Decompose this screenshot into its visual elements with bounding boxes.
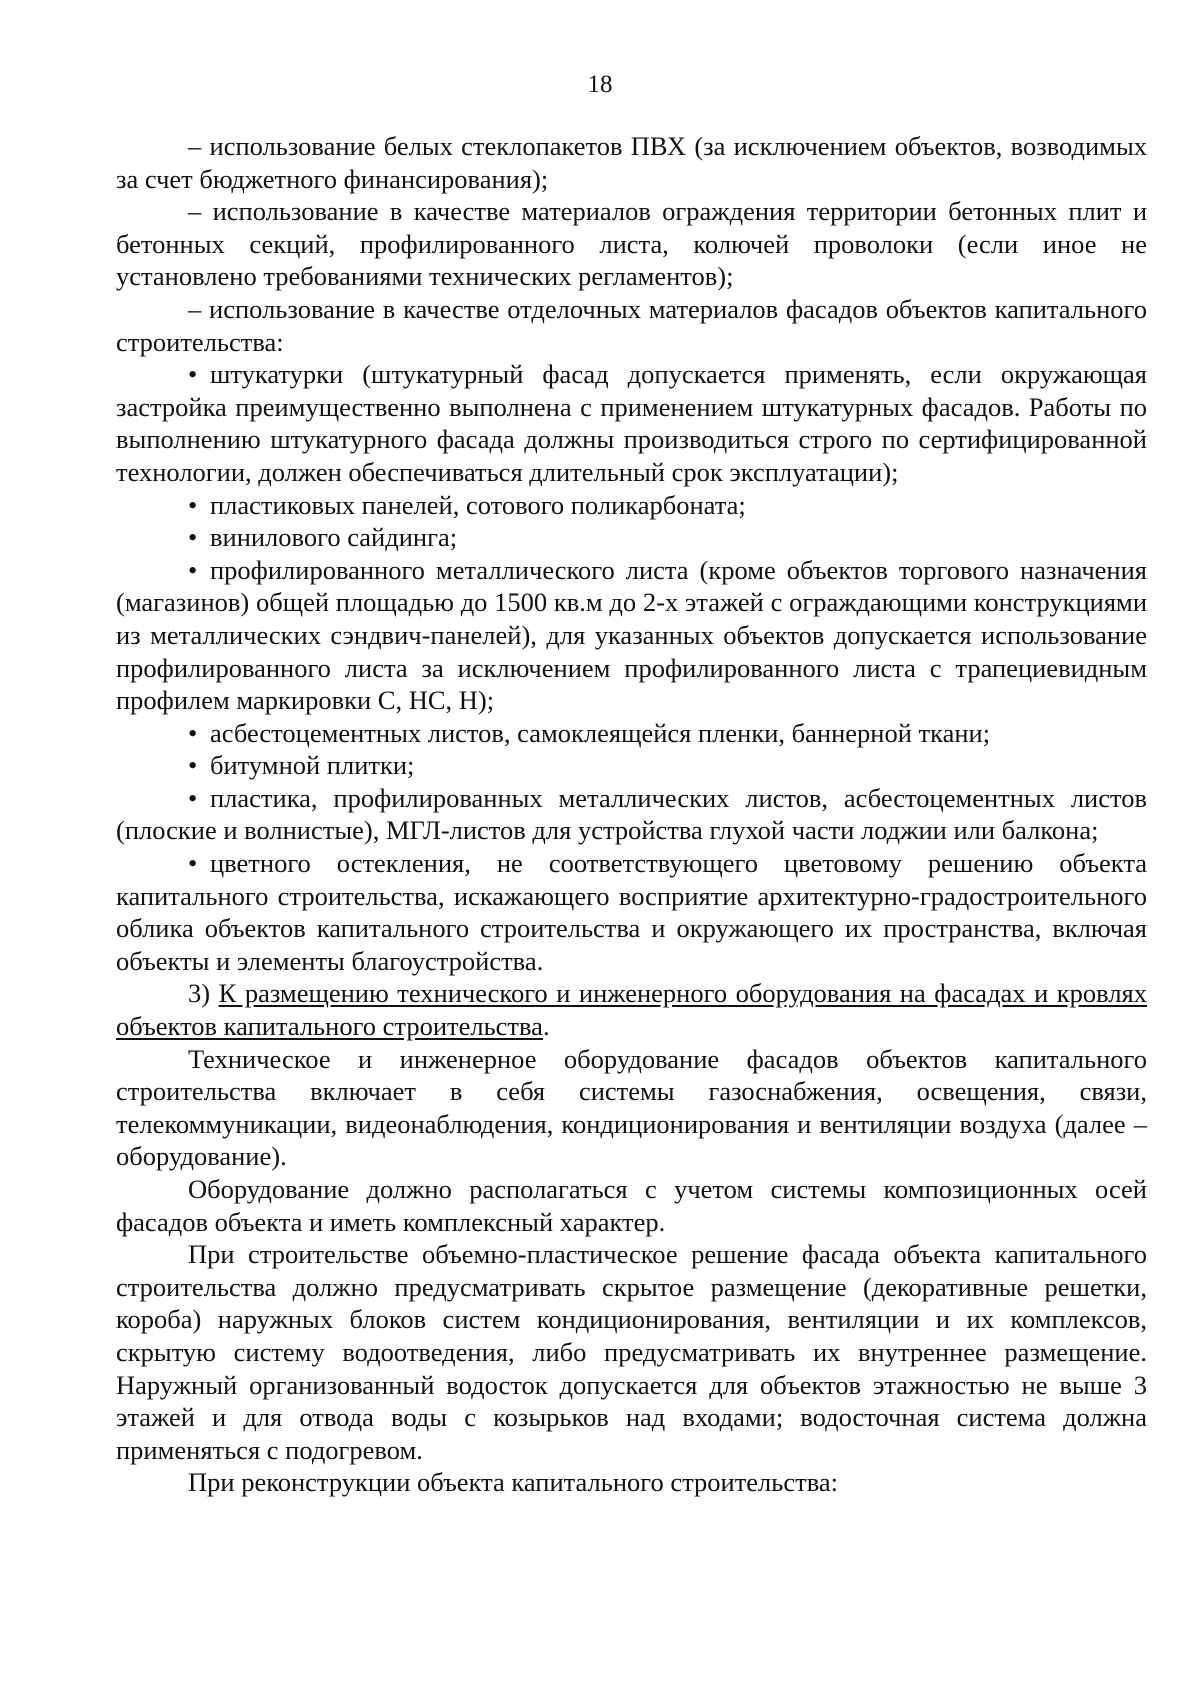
bullet-item-text: пластиковых панелей, сотового поликарбоната; bbox=[210, 489, 746, 520]
body-paragraph: Техническое и инженерное оборудование фасадов объектов капитального строительства включает в себя системы газоснабжения, освещения, связи, телекоммуникации, видеонаблюдения, кондиционирования и вентиляции воздуха (далее – оборудование). bbox=[116, 1043, 1147, 1172]
list-item bbox=[116, 130, 1147, 195]
list-item bbox=[116, 293, 1147, 358]
list-item bbox=[116, 195, 1147, 293]
bullet-item bbox=[116, 521, 1147, 554]
section-number: 3) bbox=[188, 978, 211, 1009]
list-item-text: использование в качестве материалов ограждения территории бетонных плит и бетонных секций, профилированного листа, колючей проволоки (если иное не установлено требованиями технических регламентов); bbox=[116, 196, 1148, 292]
bullet-icon: • bbox=[188, 522, 198, 553]
section-title-end: . bbox=[542, 1011, 550, 1042]
bullet-icon: • bbox=[188, 717, 198, 748]
bullet-item-text: цветного остекления, не соответствующего цветовому решению объекта капитального строительства, искажающего восприятие архитектурно-градостроительного облика объектов капитального строительства и окружающего их пространства, включая объекты и элементы благоустройства. bbox=[116, 848, 1147, 976]
document-body bbox=[116, 130, 1147, 1499]
bullet-icon: • bbox=[188, 750, 198, 781]
body-paragraph: При реконструкции объекта капитального строительства: bbox=[188, 1467, 838, 1498]
body-paragraph: При строительстве объемно-пластическое решение фасада объекта капитального строительства должно предусматривать скрытое размещение (декоративные решетки, короба) наружных блоков систем кондиционирования, вентиляции и их комплексов, скрытую систему водоотведения, либо предусматривать их внутреннее размещение. Наружный организованный водосток допускается для объектов этажностью не выше 3 этажей и для отвода воды с козырьков над входами; водосточная система должна применяться с подогревом. bbox=[116, 1239, 1147, 1465]
bullet-item bbox=[116, 749, 1147, 782]
bullet-item bbox=[116, 489, 1147, 522]
bullet-icon: • bbox=[188, 554, 198, 585]
bullet-item bbox=[116, 717, 1147, 750]
bullet-icon: • bbox=[188, 489, 198, 520]
body-paragraph: Оборудование должно располагаться с учетом системы композиционных осей фасадов объекта и иметь комплексный характер. bbox=[116, 1174, 1147, 1237]
dash-marker: – bbox=[188, 293, 202, 324]
bullet-icon: • bbox=[188, 359, 198, 390]
bullet-item bbox=[116, 358, 1147, 488]
section-heading bbox=[116, 977, 1147, 1042]
bullet-item-text: битумной плитки; bbox=[210, 750, 415, 781]
bullet-item-text: штукатурки (штукатурный фасад допускается применять, если окружающая застройка преимущественно выполнена с применением штукатурных фасадов. Работы по выполнению штукатурного фасада должны производиться строго по сертифицированной технологии, должен обеспечиваться длительный срок эксплуатации); bbox=[116, 359, 1147, 487]
bullet-item-text: асбестоцементных листов, самоклеящейся пленки, баннерной ткани; bbox=[210, 717, 991, 748]
bullet-item bbox=[116, 847, 1147, 977]
list-item-text: использование белых стеклопакетов ПВХ (за исключением объектов, возводимых за счет бюджетного финансирования); bbox=[116, 131, 1147, 194]
dash-marker: – bbox=[188, 196, 202, 227]
list-item-text: использование в качестве отделочных материалов фасадов объектов капитального строительства: bbox=[116, 293, 1147, 357]
page-number: 18 bbox=[587, 71, 613, 98]
bullet-item-text: профилированного металлического листа (кроме объектов торгового назначения (магазинов) общей площадью до 1500 кв.м до 2-х этажей с ограждающими конструкциями из металлических сэндвич-панелей), для указанных объектов допускается использование профилированного листа за исключением профилированного листа с трапециевидным профилем маркировки С, НС, Н); bbox=[116, 554, 1147, 716]
bullet-item-text: пластика, профилированных металлических листов, асбестоцементных листов (плоские и волнистые), МГЛ-листов для устройства глухой части лоджии или балкона; bbox=[116, 782, 1147, 846]
bullet-item-text: винилового сайдинга; bbox=[210, 522, 458, 553]
bullet-item bbox=[116, 554, 1147, 717]
bullet-item bbox=[116, 782, 1147, 847]
dash-marker: – bbox=[188, 131, 202, 161]
bullet-icon: • bbox=[188, 782, 198, 813]
section-title: К размещению технического и инженерного оборудования на фасадах и кровлях объектов капитального строительства bbox=[116, 978, 1147, 1042]
bullet-icon: • bbox=[188, 848, 198, 879]
